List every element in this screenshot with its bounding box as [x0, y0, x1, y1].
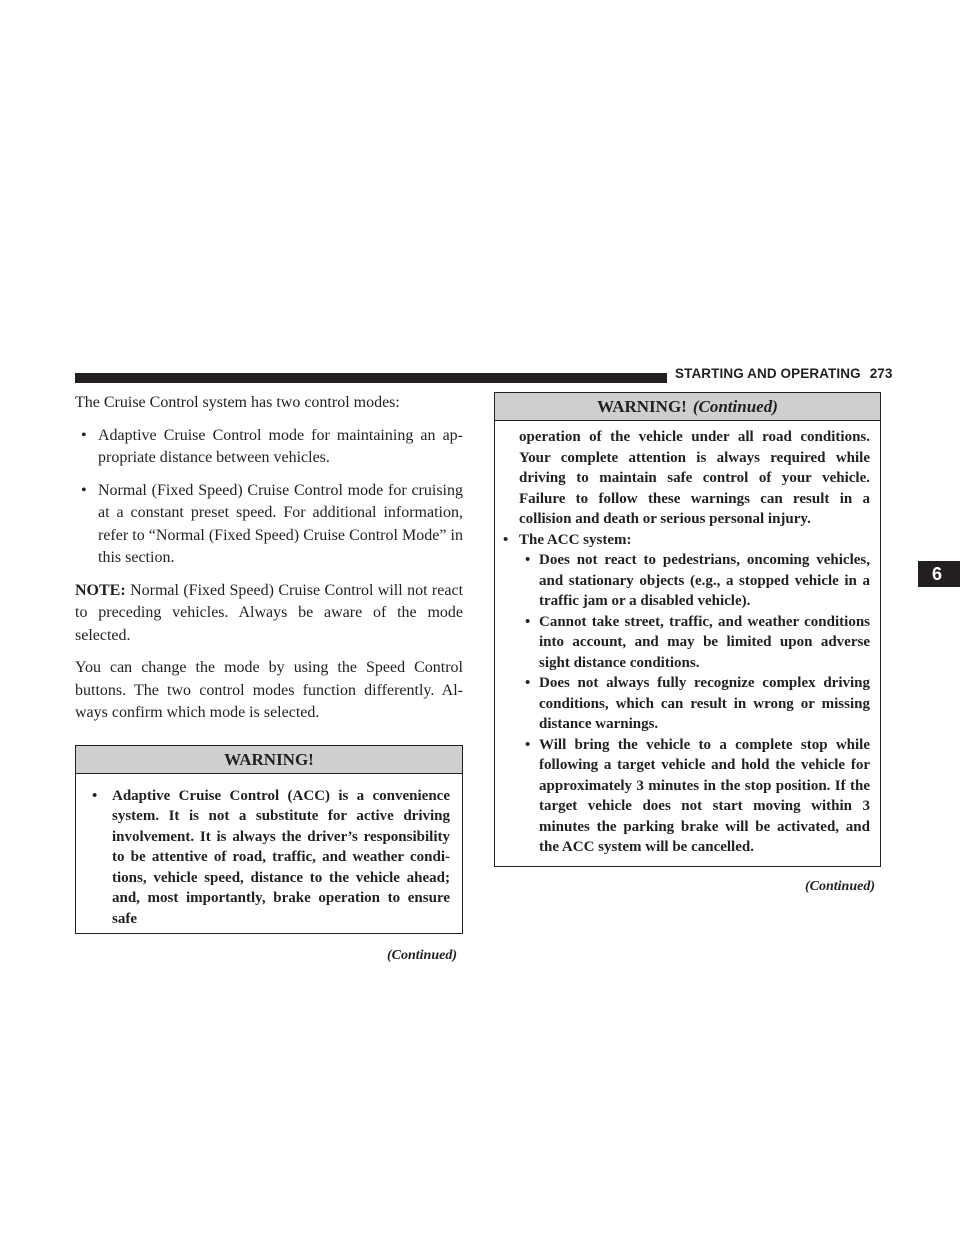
- header-rule: [75, 373, 667, 383]
- chapter-tab: 6: [918, 561, 960, 587]
- bullet-icon: •: [525, 675, 531, 691]
- list-item: [75, 480, 463, 570]
- warning-sub-bullet: [503, 673, 870, 735]
- warning-body: [76, 774, 462, 934]
- warning-body-continued: [495, 421, 880, 866]
- bullet-icon: •: [503, 531, 509, 548]
- page-number: 273: [869, 366, 893, 381]
- bullet-icon: •: [525, 552, 531, 568]
- bullet-icon: •: [525, 613, 531, 630]
- mode-paragraph: You can change the mode by using the Speed Control buttons. The two control modes function differently. Al-ways confirm which mode is selected.: [75, 659, 463, 721]
- warning-lead-text: operation of the vehicle under all road conditions. Your complete attention is always required while driving to maintain safe control of your vehicle. Failure to follow these warnings can result in a collision and death or serious personal injury.: [519, 429, 870, 527]
- warning-bullet: [92, 786, 450, 930]
- sub-bullet-text: Cannot take street, traffic, and weather conditions into account, and may be limited upon adverse sight distance conditions.: [539, 613, 870, 671]
- warning-bullet-text: Adaptive Cruise Control (ACC) is a convenience system. It is not a substitute for active driving involvement. It is always the driver’s responsibility to be attentive of road, traffic, and weather condi-tions, vehicle speed, distance to the vehicle ahead; and, most importantly, brake operation to ensure safe: [112, 787, 450, 927]
- warning-bullet: [503, 530, 870, 551]
- running-header: [675, 366, 893, 381]
- bullet-icon: •: [81, 426, 87, 444]
- bullet-icon: •: [81, 481, 87, 499]
- warning-title-suffix: (Continued): [692, 397, 778, 416]
- list-item-text: Normal (Fixed Speed) Cruise Control mode for cruising at a constant preset speed. For additional information, refer to “Normal (Fixed Speed) Cruise Control Mode” in this section.: [98, 481, 463, 566]
- warning-sub-bullet: [503, 735, 870, 858]
- note-text: Normal (Fixed Speed) Cruise Control will not react to preceding vehicles. Always be aware of the mode selected.: [75, 581, 464, 644]
- list-item-text: Adaptive Cruise Control mode for maintaining an ap-propriate distance between vehicles.: [98, 426, 463, 466]
- sub-bullet-text: Does not react to pedestrians, oncoming vehicles, and stationary objects (e.g., a stopped vehicle in a traffic jam or a disabled vehicle).: [539, 552, 870, 609]
- section-title: STARTING AND OPERATING: [675, 366, 861, 381]
- bullet-icon: •: [92, 787, 98, 804]
- warning-title-continued: [495, 393, 880, 421]
- sub-bullet-text: Does not always fully recognize complex driving conditions, which can result in wrong or missing distance warnings.: [539, 675, 870, 732]
- warning-title-text: WARNING!: [597, 397, 687, 416]
- sub-bullet-text: Will bring the vehicle to a complete stop while following a target vehicle and hold the vehicle for approximately 3 minutes in the stop position. If the target vehicle does not start moving within 3 minutes the parking brake will be activated, and the ACC system will be cancelled.: [539, 736, 870, 855]
- left-column: [75, 392, 463, 968]
- continued-label: (Continued): [804, 878, 875, 894]
- warning-sub-bullet: [503, 550, 870, 612]
- warning-bullet-label: The ACC system:: [519, 531, 632, 548]
- note-paragraph: [75, 580, 463, 648]
- warning-box-continued: [494, 392, 881, 867]
- note-label: NOTE:: [75, 581, 126, 599]
- warning-box: [75, 745, 463, 935]
- bullet-icon: •: [525, 736, 531, 753]
- right-column: [494, 392, 881, 898]
- list-item: [75, 425, 463, 470]
- warning-sub-bullet: [503, 612, 870, 674]
- continued-label: (Continued): [386, 948, 457, 963]
- warning-title: WARNING!: [76, 746, 462, 774]
- intro-text: The Cruise Control system has two control modes:: [75, 394, 400, 411]
